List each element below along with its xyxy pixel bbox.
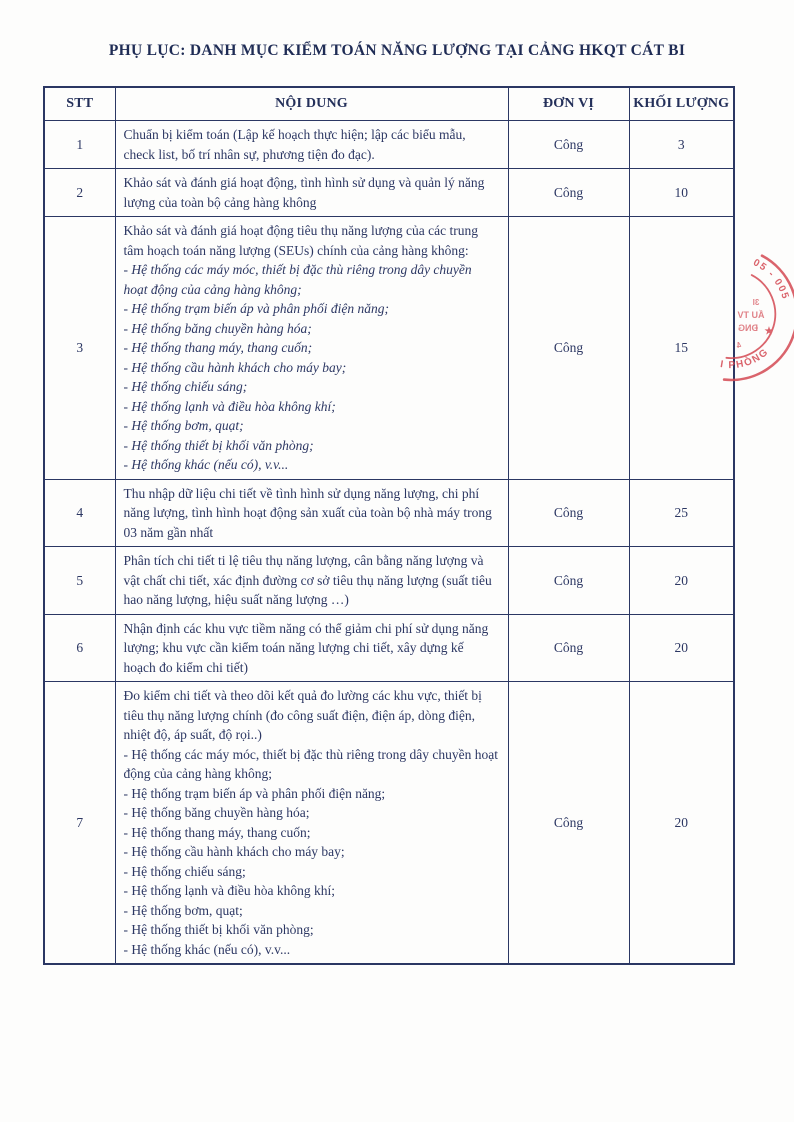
unit-cell: Công xyxy=(508,614,629,682)
stt-cell: 2 xyxy=(44,169,115,217)
quantity-cell: 20 xyxy=(629,547,734,615)
quantity-cell: 3 xyxy=(629,121,734,169)
content-list-item: - Hệ thống khác (nếu có), v.v... xyxy=(123,457,289,472)
svg-text:ẤU TV: ẤU TV xyxy=(737,310,765,320)
content-intro: Phân tích chi tiết ti lệ tiêu thụ năng lượng, cân bằng năng lượng và vật chất chi tiết, xác định đường cơ sở tiêu thụ năng lượng (suất tiêu hao năng lượng, hiệu suất năng lượng …) xyxy=(123,553,492,607)
content-list-item: - Hệ thống chiếu sáng; xyxy=(123,863,246,879)
content-cell xyxy=(115,121,508,169)
stamp-arc-text-lower: I PHÒNG xyxy=(719,346,772,372)
content-list-item: - Hệ thống khác (nếu có), v.v... xyxy=(123,941,291,957)
quantity-cell: 20 xyxy=(629,614,734,682)
content-cell xyxy=(115,547,508,615)
svg-text:3I: 3I xyxy=(752,298,760,307)
unit-cell: Công xyxy=(508,682,629,965)
content-intro: Nhận định các khu vực tiềm năng có thể giảm chi phí sử dụng năng lượng; khu vực cần kiểm toán năng lượng chi tiết, xây dựng kế hoạch đo kiểm chi tiết) xyxy=(123,620,489,675)
content-cell xyxy=(115,682,508,965)
content-list-item: - Hệ thống thiết bị khối văn phòng; xyxy=(123,437,314,453)
content-cell xyxy=(115,169,508,217)
table-row xyxy=(44,479,734,547)
quantity-cell: 15 xyxy=(629,217,734,480)
content-list-item: - Hệ thống thang máy, thang cuốn; xyxy=(123,340,313,355)
red-stamp xyxy=(630,215,794,425)
content-list-item: - Hệ thống thang máy, thang cuốn; xyxy=(123,824,311,840)
content-list-item: - Hệ thống cầu hành khách cho máy bay; xyxy=(123,844,345,859)
header-unit: ĐƠN VỊ xyxy=(508,87,629,121)
content-list-item: - Hệ thống lạnh và điều hòa không khí; xyxy=(123,883,335,898)
quantity-cell: 20 xyxy=(629,682,734,965)
unit-cell: Công xyxy=(508,121,629,169)
stt-cell: 7 xyxy=(44,682,115,965)
table-row xyxy=(44,682,734,965)
content-list-item: - Hệ thống bơm, quạt; xyxy=(123,902,243,918)
content-intro: Khảo sát và đánh giá hoạt động tiêu thụ năng lượng của các trung tâm hoạch toán năng lượng (SEUs) chính của cảng hàng không: xyxy=(123,223,478,258)
stt-cell: 6 xyxy=(44,614,115,682)
stamp-star-icon: ★ xyxy=(764,326,774,337)
stt-cell: 3 xyxy=(44,217,115,480)
content-list-item: - Hệ thống trạm biến áp và phân phối điện năng; xyxy=(123,785,386,801)
unit-cell: Công xyxy=(508,547,629,615)
header-stt: STT xyxy=(44,87,115,121)
content-list-item: - Hệ thống trạm biến áp và phân phối điện năng; xyxy=(123,301,389,316)
header-row xyxy=(44,87,734,121)
svg-text:4: 4 xyxy=(736,341,742,350)
content-intro: Khảo sát và đánh giá hoạt động, tình hình sử dụng và quản lý năng lượng của toàn bộ cảng hàng không xyxy=(123,175,485,210)
content-cell xyxy=(115,614,508,682)
content-list-item: - Hệ thống băng chuyền hàng hóa; xyxy=(123,320,312,336)
content-intro: Thu nhập dữ liệu chi tiết về tình hình sử dụng năng lượng, chi phí năng lượng, tình hình hoạt động sản xuất của toàn bộ nhà máy trong 03 năm gần nhất xyxy=(123,485,492,540)
unit-cell: Công xyxy=(508,217,629,480)
table-row xyxy=(44,614,734,682)
content-list-item: - Hệ thống bơm, quạt; xyxy=(123,418,244,433)
content-list-item: - Hệ thống cầu hành khách cho máy bay; xyxy=(123,359,347,375)
content-list-item: - Hệ thống các máy móc, thiết bị đặc thù riêng trong dây chuyền hoạt động của cảng hàng không; xyxy=(123,746,499,781)
content-list-item: - Hệ thống băng chuyền hàng hóa; xyxy=(123,805,310,820)
content-list-item: - Hệ thống chiếu sáng; xyxy=(123,379,248,394)
header-quantity: KHỐI LƯỢNG xyxy=(629,87,734,121)
svg-text:ĐNG: ĐNG xyxy=(738,323,758,333)
stamp-mirrored-text xyxy=(736,298,764,350)
content-intro: Đo kiểm chi tiết và theo dõi kết quả đo lường các khu vực, thiết bị tiêu thụ năng lượng chính (đo công suất điện, điện áp, dòng điện, nhiệt độ, áp suất, độ rọi..) xyxy=(123,688,482,742)
content-list-item: - Hệ thống thiết bị khối văn phòng; xyxy=(123,922,314,937)
page-title: PHỤ LỤC: DANH MỤC KIỂM TOÁN NĂNG LƯỢNG TẠI CẢNG HKQT CÁT BI xyxy=(108,42,686,59)
stamp-arc-text-upper: 05 - 005 xyxy=(751,257,791,302)
quantity-cell: 25 xyxy=(629,479,734,547)
content-cell xyxy=(115,217,508,480)
content-list-item: - Hệ thống lạnh và điều hòa không khí; xyxy=(123,398,336,414)
header-content: NỘI DUNG xyxy=(115,87,508,121)
unit-cell: Công xyxy=(508,479,629,547)
table-row xyxy=(44,121,734,169)
content-cell xyxy=(115,479,508,547)
table-row xyxy=(44,547,734,615)
stt-cell: 1 xyxy=(44,121,115,169)
stt-cell: 4 xyxy=(44,479,115,547)
content-intro: Chuẩn bị kiểm toán (Lập kế hoạch thực hiện; lập các biểu mẫu, check list, bố trí nhân sự, phương tiện đo đạc). xyxy=(123,127,466,162)
stt-cell: 5 xyxy=(44,547,115,615)
table-row xyxy=(44,169,734,217)
quantity-cell: 10 xyxy=(629,169,734,217)
unit-cell: Công xyxy=(508,169,629,217)
content-list-item: - Hệ thống các máy móc, thiết bị đặc thù riêng trong dây chuyền hoạt động của cảng hàng không; xyxy=(123,262,472,297)
